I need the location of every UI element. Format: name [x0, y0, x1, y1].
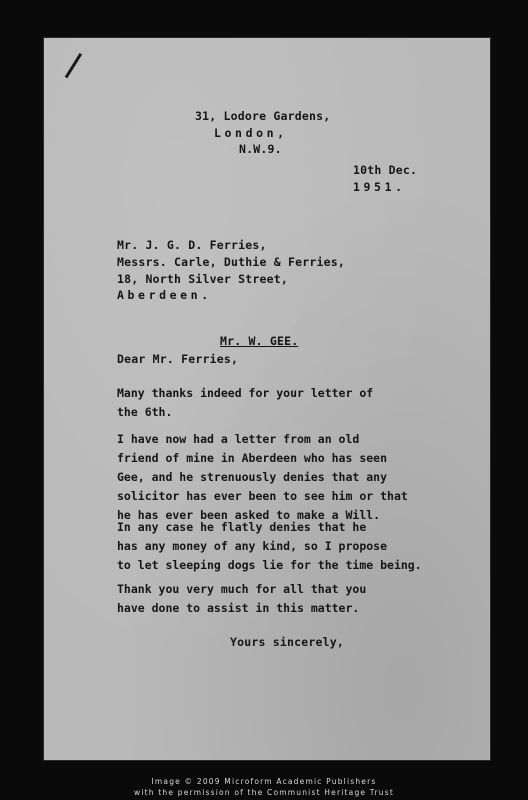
recipient-street: 18, North Silver Street,: [117, 272, 288, 286]
recipient-city: Aberdeen.: [117, 288, 212, 302]
address-line-1: 31, Lodore Gardens,: [195, 109, 331, 123]
paragraph-3: In any case he flatly denies that he has any money of any kind, so I propose to let sleeping dogs lie for the time being.: [117, 520, 422, 572]
paragraph-1: Many thanks indeed for your letter of the 6th.: [117, 386, 374, 419]
salutation: Dear Mr. Ferries,: [117, 352, 239, 366]
address-line-2: London,: [214, 126, 288, 140]
subject-line: Mr. W. GEE.: [220, 334, 299, 348]
pen-mark: [65, 53, 82, 78]
address-line-3: N.W.9.: [239, 142, 282, 156]
copyright-line-1: Image © 2009 Microform Academic Publishers: [151, 777, 377, 786]
paragraph-4: Thank you very much for all that you have done to assist in this matter.: [117, 582, 367, 615]
letter-page: [44, 38, 490, 760]
closing: Yours sincerely,: [230, 635, 344, 649]
recipient-name: Mr. J. G. D. Ferries,: [117, 238, 267, 252]
recipient-firm: Messrs. Carle, Duthie & Ferries,: [117, 255, 345, 269]
date-line-2: 1951.: [353, 180, 406, 194]
paragraph-2: I have now had a letter from an old friend of mine in Aberdeen who has seen Gee, and he strenuously denies that any solicitor has ever been to see him or that he has ever been asked to make a Will.: [117, 432, 408, 522]
date-line-1: 10th Dec.: [353, 163, 418, 177]
copyright-line-2: with the permission of the Communist Heritage Trust: [134, 788, 394, 797]
